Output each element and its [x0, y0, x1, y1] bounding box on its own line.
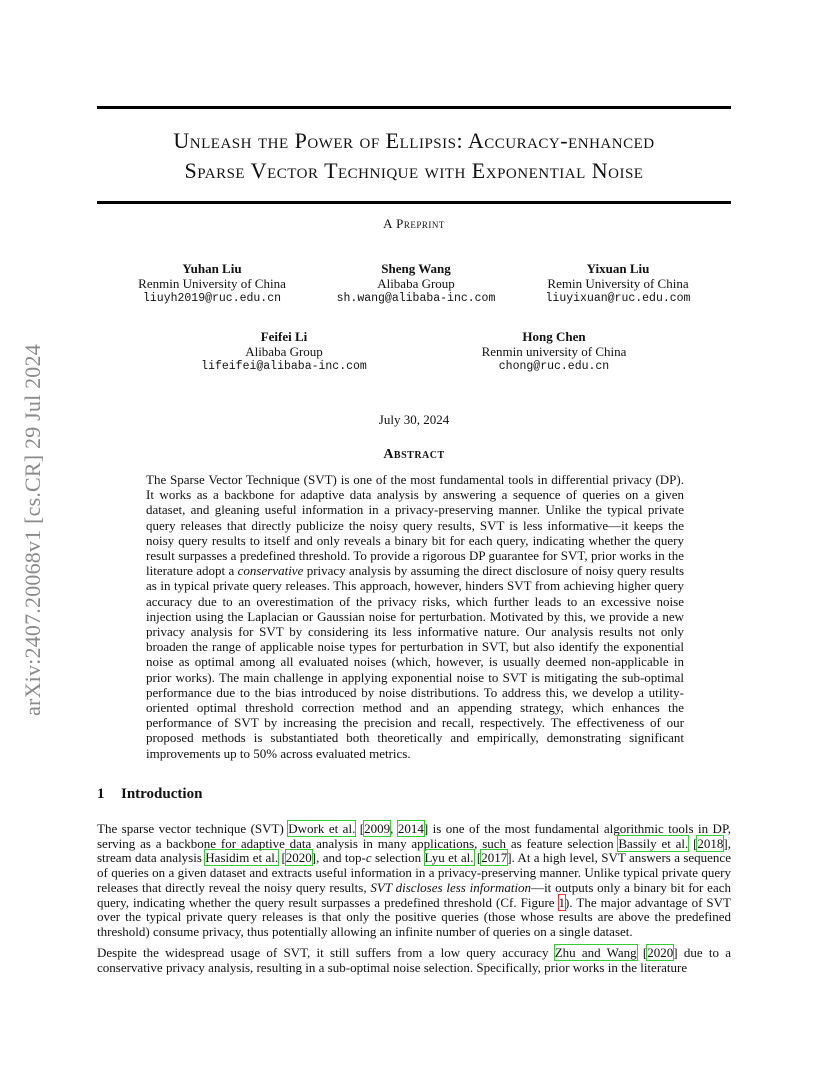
- figure-reference-link[interactable]: 1: [558, 894, 566, 910]
- author-affiliation: Alibaba Group: [377, 276, 455, 291]
- author-name: Yixuan Liu: [586, 261, 650, 276]
- paragraph-text: ], stream data analysis: [97, 835, 731, 866]
- citation-link[interactable]: 2020: [647, 945, 674, 960]
- paper-date: July 30, 2024: [378, 412, 450, 427]
- section-number: 1: [97, 786, 105, 802]
- citation-link[interactable]: 2020: [285, 850, 312, 866]
- paragraph-text: [: [355, 821, 365, 836]
- paragraph-text: —it outputs only a binary bit for each query, indicating whether the query result surpasses a predefined threshold (Cf. Figure: [97, 879, 731, 910]
- author-affiliation: Alibaba Group: [245, 344, 323, 359]
- author-affiliation: Remin University of China: [547, 276, 689, 291]
- author-affiliation: Renmin university of China: [481, 344, 627, 359]
- abstract-emphasis: conservative: [237, 563, 304, 579]
- citation-link[interactable]: Bassily et al.: [618, 835, 689, 851]
- abstract-heading: Abstract: [383, 447, 445, 462]
- intro-paragraph-1: [97, 822, 731, 940]
- citation-link[interactable]: 2018: [697, 835, 724, 851]
- math-variable: c: [365, 850, 372, 866]
- author-email[interactable]: liuyh2019@ruc.edu.cn: [142, 292, 282, 305]
- title-bottom-rule: [97, 201, 731, 204]
- paragraph-text: [: [636, 945, 648, 960]
- citation-link[interactable]: Lyu et al.: [424, 850, 474, 866]
- paragraph-text: [: [688, 835, 698, 851]
- preprint-label: A Preprint: [383, 216, 445, 231]
- citation-link[interactable]: Zhu and Wang: [554, 945, 637, 960]
- author-name: Hong Chen: [522, 329, 586, 344]
- paragraph-text: ]. At a high level, SVT answers a sequence of queries on a given dataset and extracts useful information in a privacy-preserving manner. Unlike typical private query releases that directly reveal the noisy query results,: [97, 850, 731, 895]
- citation-link[interactable]: Hasidim et al.: [205, 850, 279, 866]
- author-block: [434, 329, 674, 374]
- citation-link[interactable]: Dwork et al.: [288, 821, 356, 836]
- citation-link[interactable]: 2017: [481, 850, 508, 866]
- arxiv-identifier: arXiv:2407.20068v1 [cs.CR] 29 Jul 2024: [20, 344, 45, 716]
- author-block: [164, 329, 404, 374]
- paragraph-text: Despite the widespread usage of SVT, it still suffers from a low query accuracy: [97, 945, 555, 960]
- section-title: Introduction: [121, 786, 203, 802]
- paragraph-text: ,: [390, 821, 398, 836]
- author-email[interactable]: sh.wang@alibaba-inc.com: [336, 292, 496, 305]
- abstract-text: privacy analysis by assuming the direct disclosure of noisy query results as in typical private query releases. This approach, however, hinders SVT from achieving higher query accuracy due to an overestimation of the privacy risks, which further leads to an excessive noise injection using the Laplacian or Gaussian noise for perturbation. Motivated by this, we provide a new privacy analysis for SVT by considering its less informative nature. Our analysis results not only broaden the range of applicable noise types for perturbation in SVT, but also identify the exponential noise as optimal among all evaluated noises (which, however, is usually deemed non-applicable in prior works). The main challenge in applying exponential noise to SVT is mitigating the sub-optimal performance due to the bias introduced by noise distributions. To address this, we develop a utility-oriented optimal threshold correction method and an appending strategy, which enhances the performance of SVT by increasing the precision and recall, respectively. The effectiveness of our proposed methods is substantiated both theoretically and empirically, demonstrating significant improvements up to 50% across evaluated metrics.: [146, 563, 685, 761]
- abstract-body: [146, 472, 684, 761]
- paragraph-emphasis: SVT discloses less information: [370, 879, 532, 895]
- citation-link[interactable]: 2009: [364, 821, 391, 836]
- paragraph-text: ] due to a conservative privacy analysis, resulting in a sub-optimal noise selection. Specifically, prior works in the literature: [97, 945, 731, 975]
- author-email[interactable]: lifeifei@alibaba-inc.com: [201, 360, 367, 373]
- intro-paragraph-2: [97, 946, 731, 975]
- paragraph-text: [: [473, 850, 482, 866]
- paragraph-text: ], and top-: [311, 850, 366, 866]
- paragraph-text: ). The major advantage of SVT over the typical private query releases is that only the positive queries (those whose results are above the predefined threshold) consume privacy, thus potentially allowing an infinite number of queries on a single dataset.: [97, 894, 731, 939]
- citation-link[interactable]: 2014: [397, 821, 424, 836]
- paper-title-line-2: Sparse Vector Technique with Exponential Noise: [184, 158, 644, 183]
- paragraph-text: selection: [371, 850, 425, 866]
- paragraph-text: The sparse vector technique (SVT): [97, 821, 289, 836]
- author-name: Feifei Li: [260, 329, 308, 344]
- abstract-text: The Sparse Vector Technique (SVT) is one of the most fundamental tools in differential privacy (DP). It works as a backbone for adaptive data analysis by answering a sequence of queries on a given dataset, and gleaning useful information in a privacy-preserving manner. Unlike the typical private query releases that directly publicize the noisy query results, SVT is less informative—it keeps the noisy query results to itself and only reveals a binary bit for each query, indicating whether the query result surpasses a predefined threshold. To provide a rigorous DP guarantee for SVT, prior works in the literature adopt a: [146, 472, 684, 579]
- author-name: Sheng Wang: [381, 261, 451, 276]
- paragraph-text: ] is one of the most fundamental algorithmic tools in DP, serving as a backbone for adaptive data analysis in many applications, such as feature selection: [97, 821, 731, 851]
- author-email[interactable]: liuyixuan@ruc.edu.com: [545, 292, 691, 305]
- paragraph-text: [: [278, 850, 286, 866]
- paper-title-line-1: Unleash the Power of Ellipsis: Accuracy-enhanced: [173, 128, 655, 153]
- title-top-rule: [97, 106, 731, 109]
- author-email[interactable]: chong@ruc.edu.cn: [498, 360, 610, 373]
- author-affiliation: Renmin University of China: [138, 276, 286, 291]
- section-heading-introduction: [97, 786, 202, 803]
- author-block: [498, 261, 738, 306]
- author-name: Yuhan Liu: [182, 261, 242, 276]
